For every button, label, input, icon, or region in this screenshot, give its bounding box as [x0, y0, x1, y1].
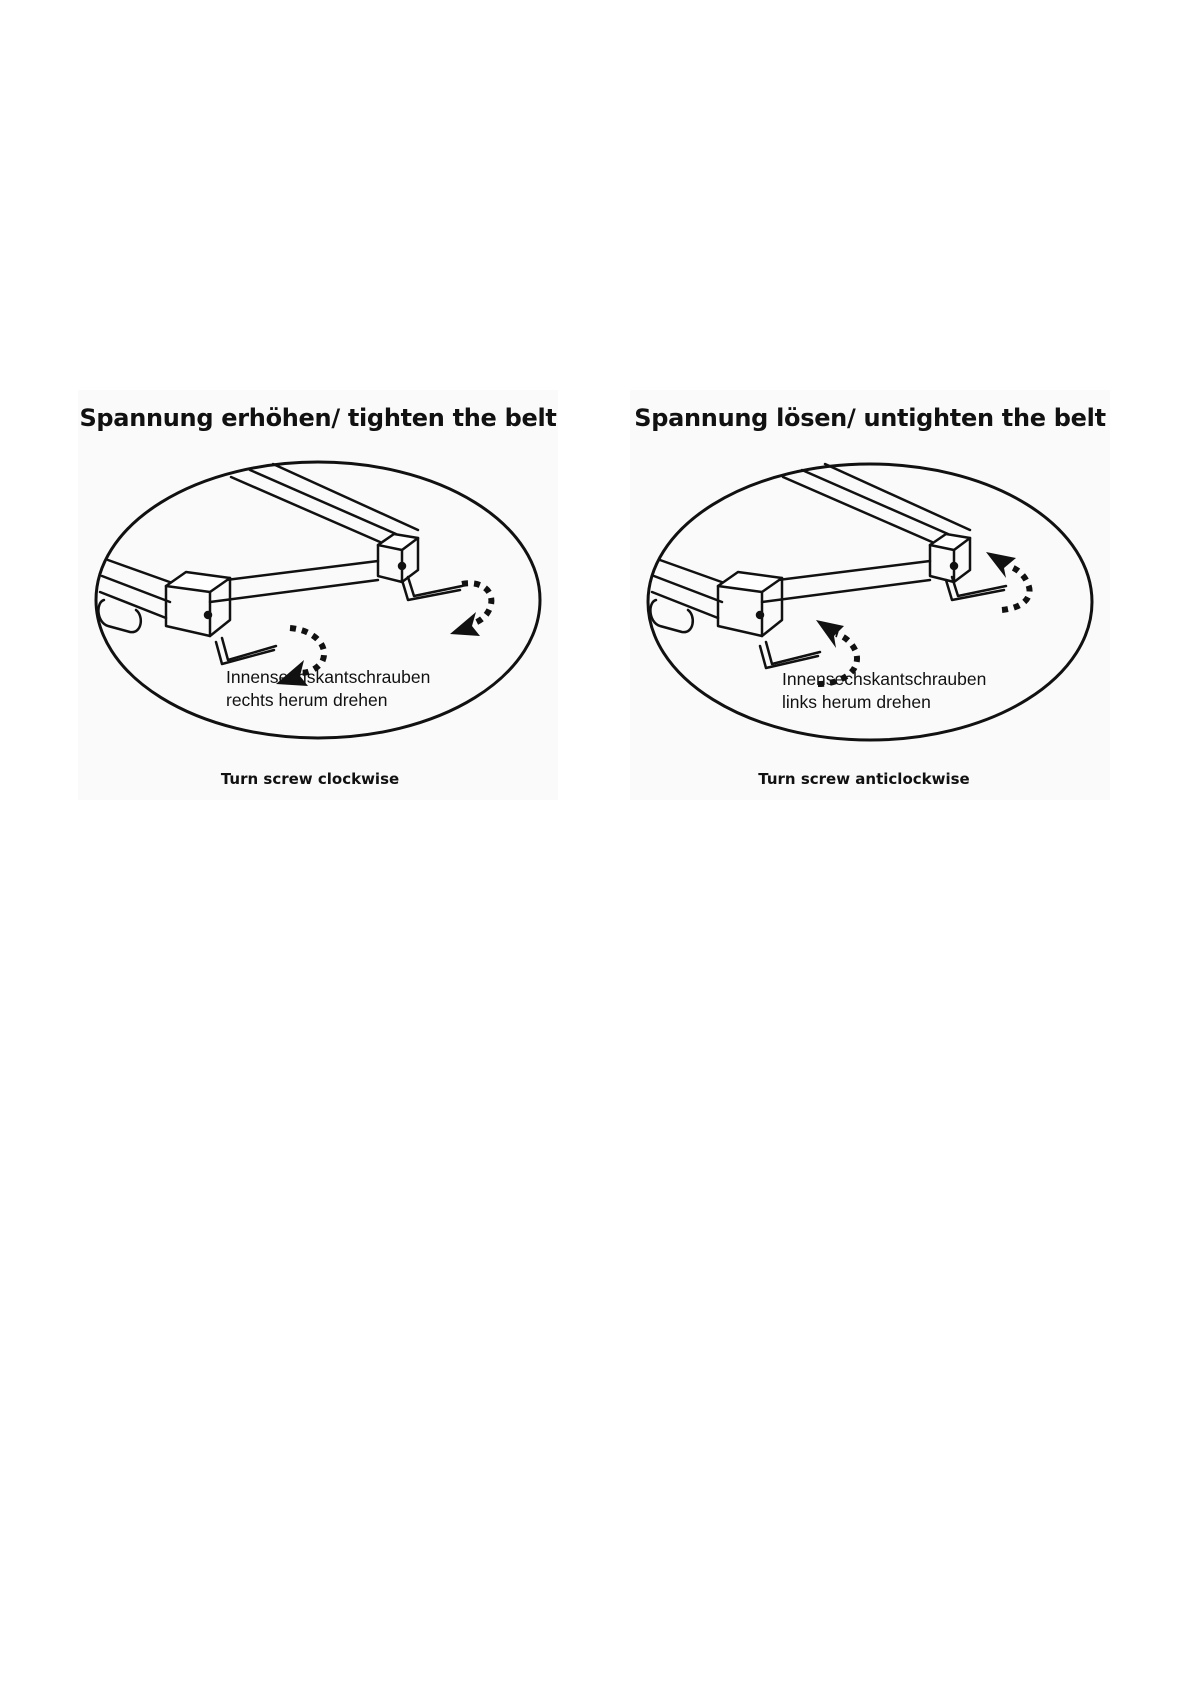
instruction-line-1: Innensechskantschrauben	[226, 667, 431, 687]
instruction-text-untighten	[782, 668, 986, 714]
screw-head-front	[205, 612, 211, 618]
instruction-line-1: Innensechskantschrauben	[782, 669, 987, 689]
instruction-line-2: rechts herum drehen	[226, 690, 388, 710]
screw-head-rear	[951, 563, 957, 569]
panel-tighten	[78, 390, 558, 800]
panel-untighten	[630, 390, 1110, 800]
instruction-text-tighten	[226, 666, 430, 712]
instruction-line-2: links herum drehen	[782, 692, 931, 712]
screw-head-rear	[399, 563, 405, 569]
heading-untighten: Spannung lösen/ untighten the belt	[634, 404, 1106, 432]
caption-tighten: Turn screw clockwise	[220, 770, 400, 788]
caption-untighten: Turn screw anticlockwise	[758, 770, 970, 788]
heading-tighten: Spannung erhöhen/ tighten the belt	[79, 404, 557, 432]
screw-head-front	[757, 612, 763, 618]
